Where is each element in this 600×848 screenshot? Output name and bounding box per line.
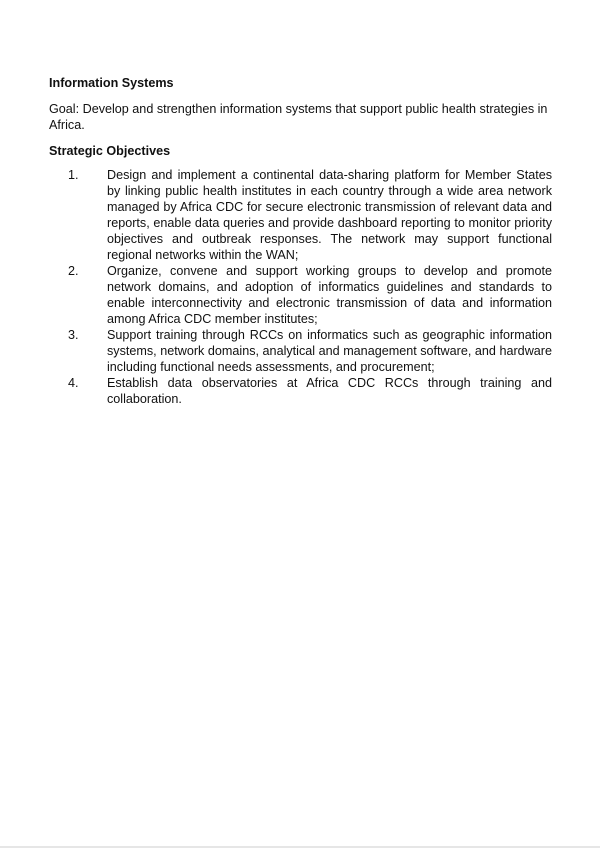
section-title: Information Systems [49, 76, 174, 90]
objective-text: Organize, convene and support working groups to develop and promote network domains, and adoption of informatics guidelines and standards to enable interconnectivity and electronic transmission of data and information among Africa CDC member institutes; [107, 264, 552, 326]
goal-text: Goal: Develop and strengthen information systems that support public health strategies in Africa. [49, 102, 548, 132]
objective-text: Establish data observatories at Africa CDC RCCs through training and collaboration. [107, 376, 552, 406]
objective-number: 4. [68, 376, 79, 390]
document-content [49, 75, 552, 407]
objective-item [49, 167, 552, 263]
objective-text: Support training through RCCs on informatics such as geographic information systems, network domains, analytical and management software, and hardware including functional needs assessments, and procurement; [107, 328, 552, 374]
objective-number: 1. [68, 168, 79, 182]
objective-item [49, 263, 552, 327]
strategic-objectives-title: Strategic Objectives [49, 144, 171, 158]
objective-text: Design and implement a continental data-sharing platform for Member States by linking public health institutes in each country through a wide area network managed by Africa CDC for secure electronic transmission of relevant data and reports, enable data queries and provide dashboard reporting to monitor priority objectives and outbreak responses. The network may support functional regional networks within the WAN; [107, 168, 552, 262]
objective-number: 2. [68, 264, 79, 278]
objective-item [49, 327, 552, 375]
objective-number: 3. [68, 328, 79, 342]
objective-item [49, 375, 552, 407]
strategic-objectives-list [49, 167, 552, 407]
